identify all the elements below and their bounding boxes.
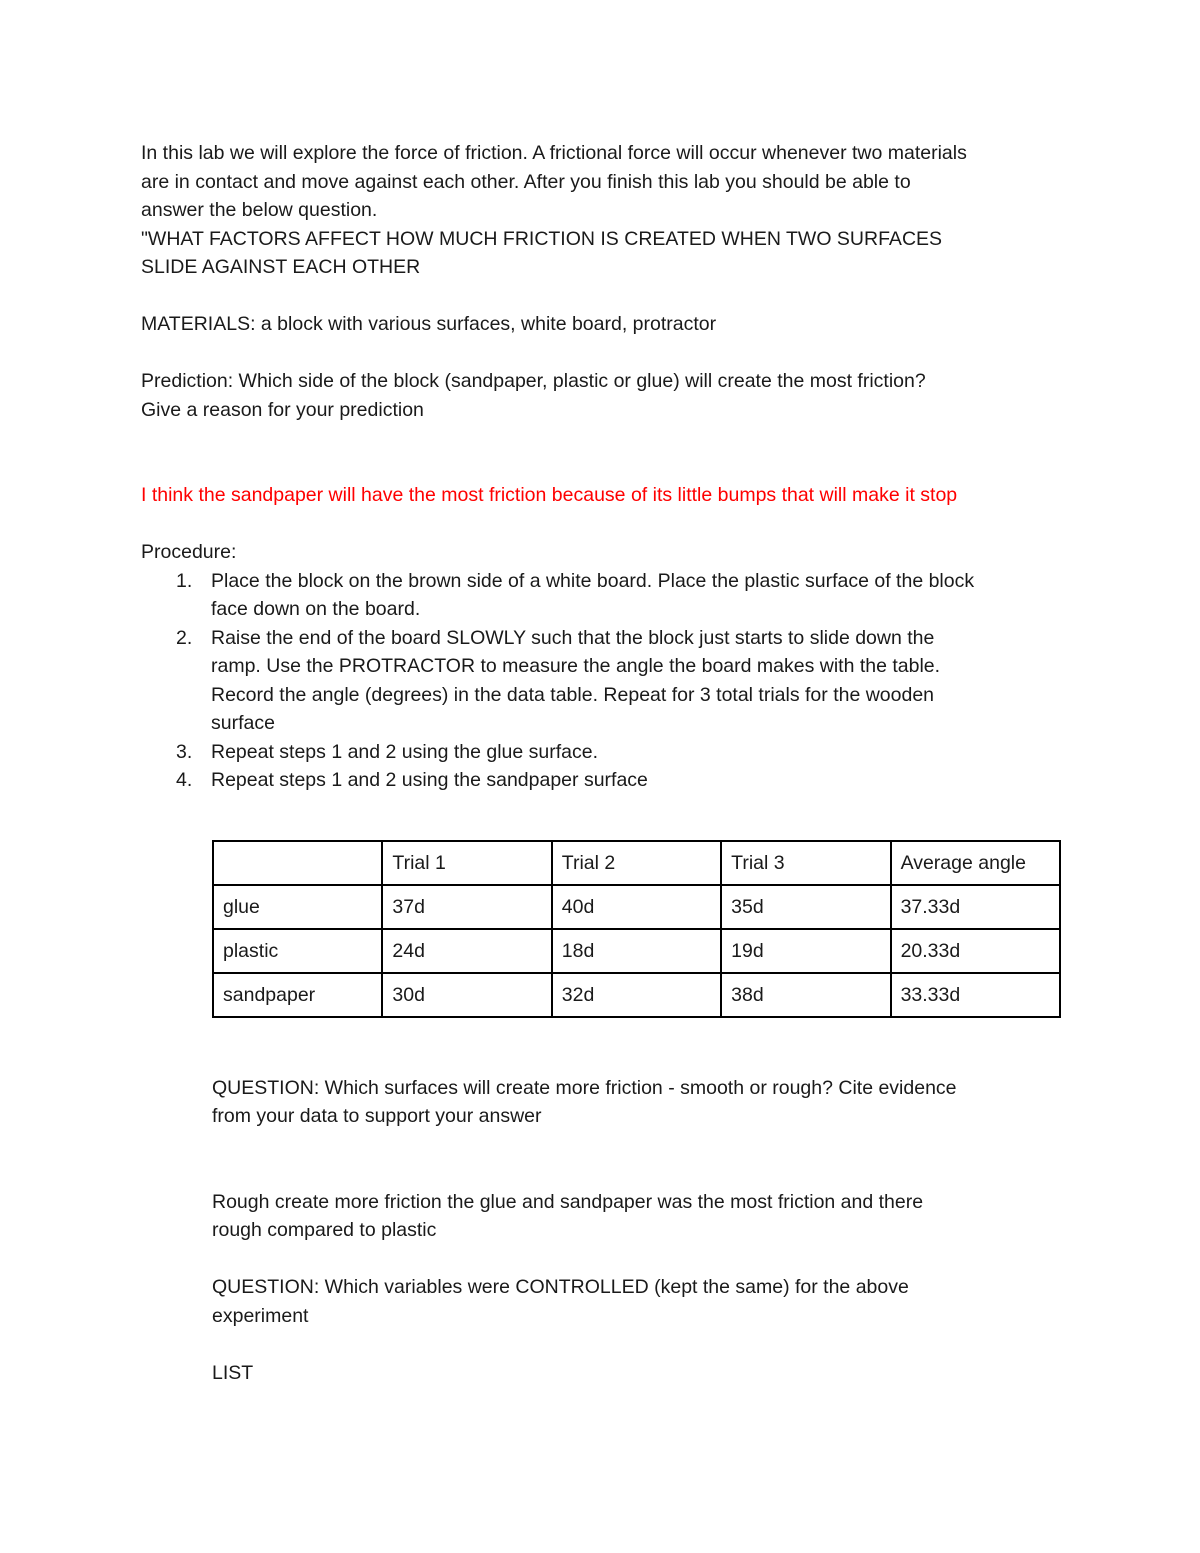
table-cell: 20.33d: [891, 929, 1060, 973]
table-cell: 37.33d: [891, 885, 1060, 929]
procedure-step: [141, 738, 1071, 767]
intro-line: In this lab we will explore the force of friction. A frictional force will occur whenever two materials: [141, 142, 967, 164]
step-text: Place the block on the brown side of a white board. Place the plastic surface of the block: [211, 569, 975, 592]
intro-line: are in contact and move against each other. After you finish this lab you should be able to: [141, 170, 911, 193]
step-text: face down on the board.: [211, 598, 421, 620]
prediction-answer: I think the sandpaper will have the most friction because of its little bumps that will make it stop: [141, 484, 958, 506]
table-cell: 18d: [552, 929, 721, 973]
table-row: [213, 973, 1060, 1017]
table-header-cell: [213, 841, 382, 885]
table-header-cell: Trial 3: [721, 841, 890, 885]
prediction-prompt: Give a reason for your prediction: [141, 398, 424, 421]
table-cell: 37d: [382, 885, 551, 929]
question-answer: LIST: [212, 1361, 254, 1384]
table-header-cell: Average angle: [891, 841, 1060, 885]
question-prompt: from your data to support your answer: [212, 1105, 542, 1127]
materials-line: MATERIALS: a block with various surfaces, white board, protractor: [141, 313, 717, 335]
table-cell: 30d: [382, 973, 551, 1017]
question-prompt: QUESTION: Which surfaces will create more friction - smooth or rough? Cite evidence: [212, 1076, 957, 1099]
question-prompt: experiment: [212, 1304, 309, 1327]
table-cell: 35d: [721, 885, 890, 929]
table-header-cell: Trial 2: [552, 841, 721, 885]
step-number: 2.: [176, 626, 193, 649]
data-table: [212, 840, 1061, 1018]
table-row: [213, 885, 1060, 929]
intro-line: answer the below question.: [141, 199, 378, 221]
step-text: Raise the end of the board SLOWLY such that the block just starts to slide down the: [211, 626, 935, 649]
question-answer: Rough create more friction the glue and sandpaper was the most friction and there: [212, 1190, 924, 1213]
table-cell: 40d: [552, 885, 721, 929]
question-section: [212, 1074, 1071, 1388]
procedure-heading: Procedure:: [141, 541, 237, 563]
guiding-question: SLIDE AGAINST EACH OTHER: [141, 256, 421, 278]
table-header-cell: Trial 1: [382, 841, 551, 885]
table-cell: 32d: [552, 973, 721, 1017]
question-answer: rough compared to plastic: [212, 1219, 437, 1241]
procedure-step: [141, 624, 1071, 738]
step-text: Repeat steps 1 and 2 using the sandpaper surface: [211, 769, 648, 791]
procedure-list: [141, 567, 1071, 795]
step-number: 4.: [176, 769, 193, 791]
table-cell: 19d: [721, 929, 890, 973]
procedure-step: [141, 567, 1071, 624]
table-cell: glue: [213, 885, 382, 929]
step-text: Repeat steps 1 and 2 using the glue surface.: [211, 740, 599, 763]
prediction-prompt: Prediction: Which side of the block (sandpaper, plastic or glue) will create the most friction?: [141, 370, 926, 392]
table-cell: 38d: [721, 973, 890, 1017]
step-number: 1.: [176, 569, 193, 592]
step-text: ramp. Use the PROTRACTOR to measure the angle the board makes with the table.: [211, 655, 941, 677]
table-row: [213, 929, 1060, 973]
table-cell: plastic: [213, 929, 382, 973]
question-prompt: QUESTION: Which variables were CONTROLLED (kept the same) for the above: [212, 1276, 909, 1298]
table-header-row: [213, 841, 1060, 885]
step-text: surface: [211, 712, 275, 734]
document-page: [141, 139, 1071, 1387]
procedure-step: [141, 766, 1071, 795]
step-number: 3.: [176, 740, 193, 763]
table-cell: 33.33d: [891, 973, 1060, 1017]
guiding-question: "WHAT FACTORS AFFECT HOW MUCH FRICTION IS CREATED WHEN TWO SURFACES: [141, 227, 943, 250]
step-text: Record the angle (degrees) in the data table. Repeat for 3 total trials for the wooden: [211, 683, 935, 706]
table-cell: 24d: [382, 929, 551, 973]
table-cell: sandpaper: [213, 973, 382, 1017]
